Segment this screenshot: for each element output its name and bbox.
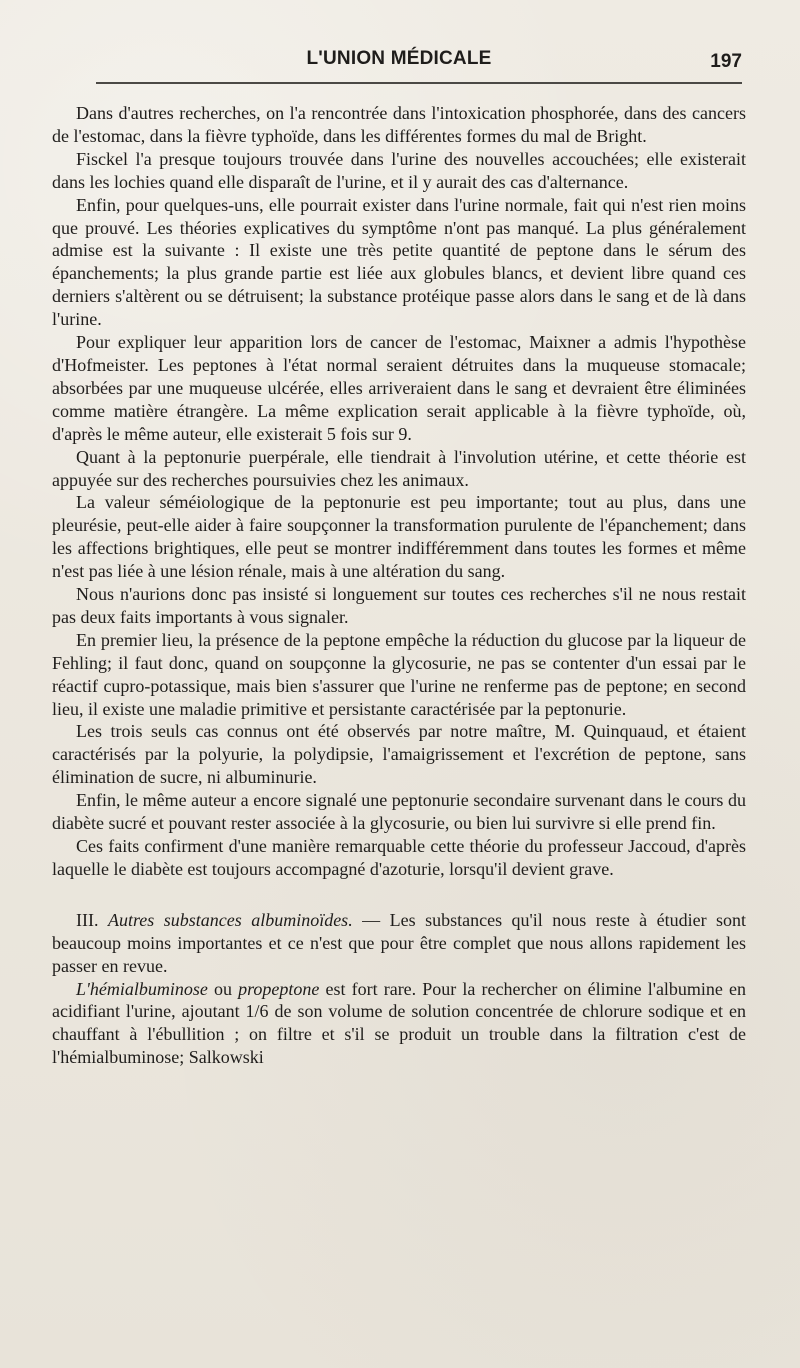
hemialbuminose-paragraph	[52, 978, 746, 1070]
section-number: III.	[76, 909, 99, 930]
section-spacing	[52, 881, 746, 909]
hemialbuminose-text: est fort rare. Pour la rechercher on élimine l'albumine en acidifiant l'urine, ajoutant 1/6 de son volume de solution concentrée de chlorure sodique et en chauffant à l'ébullition ; on filtre et s'il se produit un trouble dans la filtration c'est de l'hémialbuminose; Salkowski	[52, 978, 747, 1068]
paragraph-9: Les trois seuls cas connus ont été observés par notre maître, M. Quinquaud, et étaient caractérisés par la polyurie, la polydipsie, l'amaigrissement et l'excrétion de peptone, sans élimination de sucre, ni albuminurie.	[52, 721, 746, 788]
section-paragraph	[52, 909, 746, 978]
hemialbuminose-connector: ou	[213, 978, 232, 999]
paragraph-5: Quant à la peptonurie puerpérale, elle tiendrait à l'involution utérine, et cette théorie est appuyée sur des recherches poursuivies chez les animaux.	[52, 446, 746, 490]
propeptone-term: propeptone	[238, 978, 320, 999]
paragraph-6: La valeur séméiologique de la peptonurie est peu importante; tout au plus, dans une pleurésie, peut-elle aider à faire soupçonner la transformation purulente de l'épanchement; dans les affections brightiques, elle peut se montrer indifféremment dans toutes les formes et même n'est pas liée à une lésion rénale, mais à une altération du sang.	[52, 492, 746, 582]
document-body	[52, 102, 746, 1069]
paragraph-10: Enfin, le même auteur a encore signalé une peptonurie secondaire survenant dans le cours du diabète sucré et pouvant rester associée à la glycosurie, ou bien lui survivre si elle prend fin.	[52, 790, 746, 834]
paragraph-11: Ces faits confirment d'une manière remarquable cette théorie du professeur Jaccoud, d'après laquelle le diabète est toujours accompagné d'azoturie, lorsqu'il devient grave.	[52, 836, 746, 879]
paragraph-2: Fisckel l'a presque toujours trouvée dans l'urine des nouvelles accouchées; elle existerait dans les lochies quand elle disparaît de l'urine, et il y aurait des cas d'alternance.	[52, 148, 746, 192]
paragraph-4: Pour expliquer leur apparition lors de cancer de l'estomac, Maixner a admis l'hypothèse d'Hofmeister. Les peptones à l'état normal seraient détruites dans la muqueuse stomacale; absorbées par une muqueuse ulcérée, elles arriveraient dans le sang et devraient être éliminées comme matière étrangère. La même explication serait applicable à la fièvre typhoïde, où, d'après le même auteur, elle existerait 5 fois sur 9.	[52, 332, 746, 444]
paragraph-1: Dans d'autres recherches, on l'a rencontrée dans l'intoxication phosphorée, dans des cancers de l'estomac, dans la fièvre typhoïde, dans les différentes formes du mal de Bright.	[52, 103, 746, 146]
page-header	[56, 46, 742, 86]
section-title: Autres substances albuminoïdes.	[107, 909, 353, 930]
section-separator: —	[362, 909, 381, 930]
paragraph-7: Nous n'aurions donc pas insisté si longuement sur toutes ces recherches s'il ne nous restait pas deux faits importants à vous signaler.	[52, 584, 746, 627]
section-text: Les substances qu'il nous reste à étudier sont beaucoup moins importantes et ce n'est que pour être complet que nous allons rapidement les passer en revue.	[52, 909, 747, 976]
hemialbuminose-term: L'hémialbuminose	[76, 978, 208, 999]
paragraph-3: Enfin, pour quelques-uns, elle pourrait exister dans l'urine normale, fait qui n'est rien moins que prouvé. Les théories explicatives du symptôme n'ont pas manqué. La plus généralement admise est la suivante : Il existe une très petite quantité de peptone dans le sérum des épanchements; la plus grande partie est liée aux globules blancs, et devient libre quand ces derniers s'altèrent ou se détruisent; la substance protéique passe alors dans le sang et de là dans l'urine.	[52, 194, 746, 330]
page-number: 197	[710, 51, 742, 72]
paragraph-8: En premier lieu, la présence de la peptone empêche la réduction du glucose par la liqueur de Fehling; il faut donc, quand on soupçonne la glycosurie, ne pas se contenter d'un essai par le réactif cupro-potassique, mais bien s'assurer que l'urine ne renferme pas de peptone; en second lieu, il existe une maladie primitive et persistante caractérisée par la peptonurie.	[52, 629, 746, 719]
running-title: L'UNION MÉDICALE	[306, 48, 492, 69]
header-rule	[96, 82, 742, 84]
